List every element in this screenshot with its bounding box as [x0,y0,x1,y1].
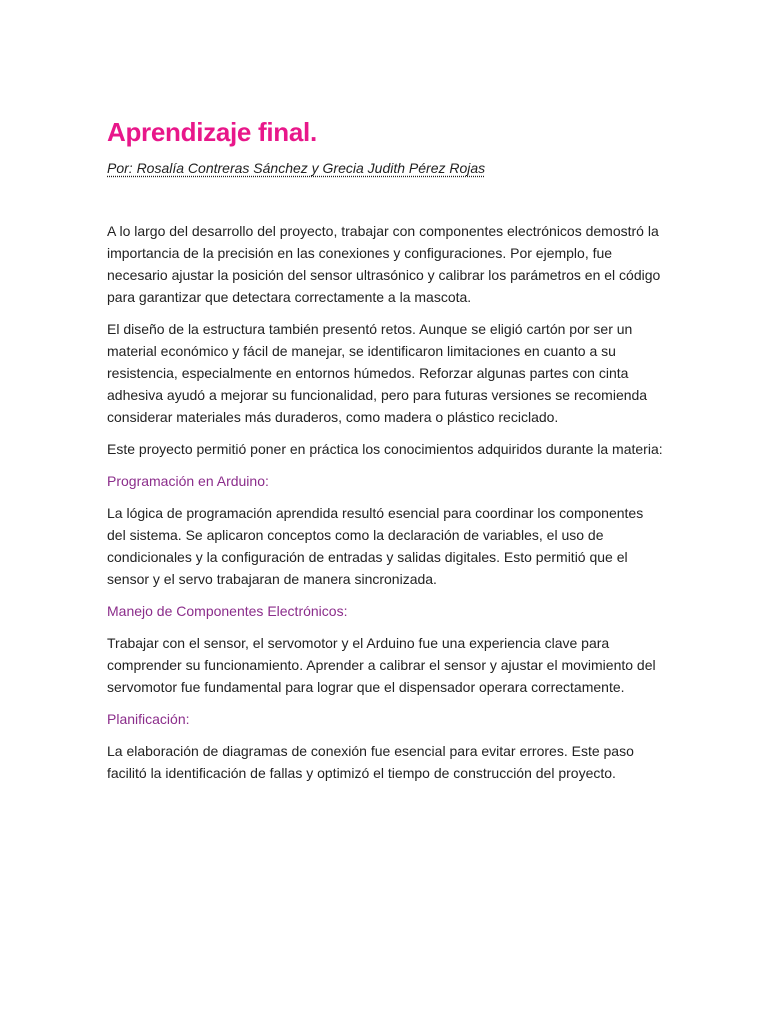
paragraph-knowledge: Este proyecto permitió poner en práctica los conocimientos adquiridos durante la materia: [107,441,663,457]
document-body [107,220,663,784]
section-text-planning: La elaboración de diagramas de conexión fue esencial para evitar errores. Este paso facilitó la identificación de fallas y optimizó el tiempo de construcción del proyecto. [107,743,634,781]
section-heading-planning: Planificación: [107,711,190,727]
paragraph-structure: El diseño de la estructura también presentó retos. Aunque se eligió cartón por ser un material económico y fácil de manejar, se identificaron limitaciones en cuanto a su resistencia, especialmente en entornos húmedos. Reforzar algunas partes con cinta adhesiva ayudó a mejorar su funcionalidad, pero para futuras versiones se recomienda considerar materiales más duraderos, como madera o plástico reciclado. [107,321,648,425]
section-heading-components: Manejo de Componentes Electrónicos: [107,603,348,619]
document-authors: Por: Rosalía Contreras Sánchez y Grecia Judith Pérez Rojas [107,160,486,176]
document-title: Aprendizaje final. [107,117,317,147]
paragraph-intro: A lo largo del desarrollo del proyecto, trabajar con componentes electrónicos demostró la importancia de la precisión en las conexiones y configuraciones. Por ejemplo, fue necesario ajustar la posición del sensor ultrasónico y calibrar los parámetros en el código para garantizar que detectara correctamente a la mascota. [107,223,661,305]
section-text-arduino: La lógica de programación aprendida resultó esencial para coordinar los componentes del sistema. Se aplicaron conceptos como la declaración de variables, el uso de condicionales y la configuración de entradas y salidas digitales. Esto permitió que el sensor y el servo trabajaran de manera sincronizada. [107,505,644,587]
document-page [107,116,663,794]
section-text-components: Trabajar con el sensor, el servomotor y el Arduino fue una experiencia clave para comprender su funcionamiento. Aprender a calibrar el sensor y ajustar el movimiento del servomotor fue fundamental para lograr que el dispensador operara correctamente. [107,635,656,695]
section-heading-arduino: Programación en Arduino: [107,473,269,489]
